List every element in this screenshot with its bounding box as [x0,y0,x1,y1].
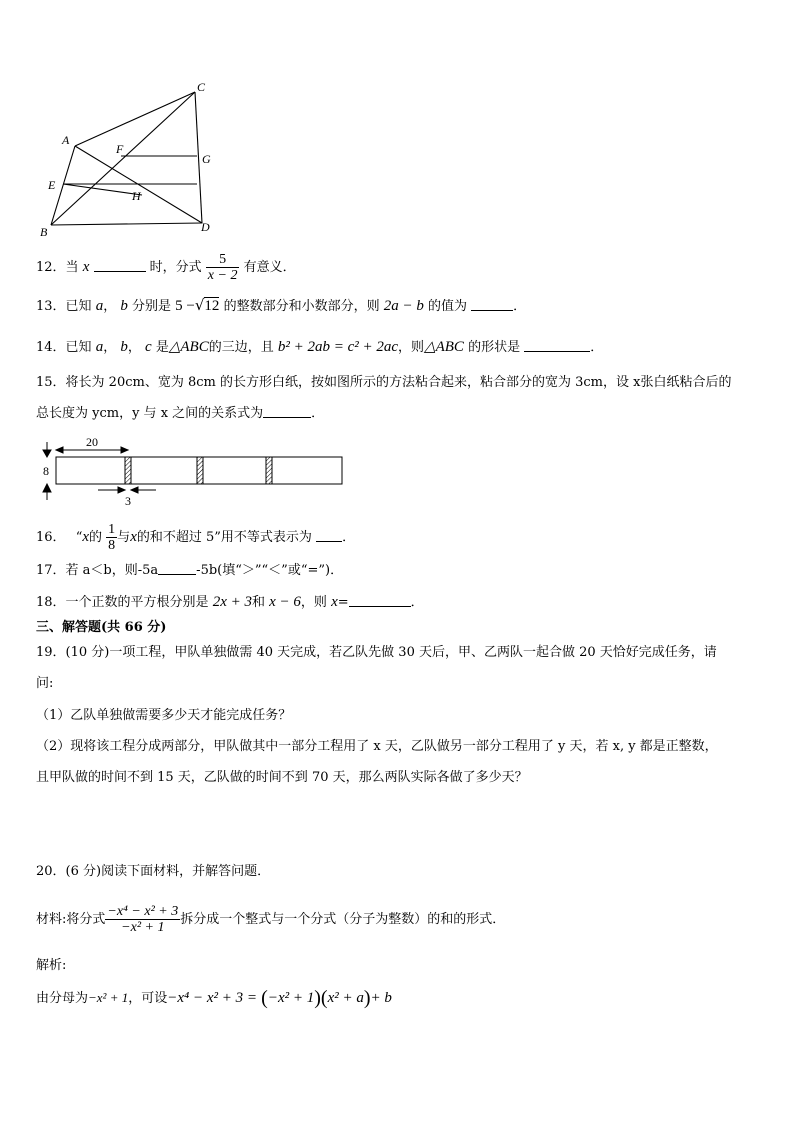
q20-factor-1: −x² + 1 [267,990,315,1006]
q14-prefix: 14．已知 [36,340,92,355]
section-title: 三、解答题(共 66 分) [36,620,167,635]
q13-tail: 的值为 [427,299,467,314]
question-17 [36,561,343,581]
q18-answer-blank[interactable] [349,594,411,607]
q16-fraction [106,522,117,553]
q14-mid2: 的三边，且 [208,340,274,355]
question-15-line-2 [36,404,324,424]
overlap-1 [125,457,131,484]
q17-answer-blank[interactable] [158,562,196,575]
q14-triangle: △ABC [168,339,209,355]
q14-sep1: ， [103,340,117,355]
q18-and: 和 [251,595,265,610]
overlap-2 [197,457,203,484]
q12-frac-den: x − 2 [207,268,238,283]
q16-tail: 的和不超过 5”用不等式表示为 [136,530,312,545]
q18-mid: ，则 [300,595,327,610]
q13-end: ． [513,299,527,314]
label-d: D [201,220,210,234]
q18-prefix: 18．一个正数的平方根分别是 [36,595,209,610]
q16-mid: 与 [117,530,131,545]
fig-length-label: 20 [86,435,98,449]
q20-factor-2: x² + a [327,990,364,1006]
q18-eq: = [337,595,349,610]
q13-sep: ， [103,299,117,314]
question-19-sub-1: （1）乙队单独做需要多少天才能完成任务？ [36,708,292,723]
q14-var-c: c [145,339,152,355]
q14-triangle-2: △ABC [424,339,464,355]
q12-frac-num: 5 [206,252,240,268]
q16-open-quote: “ [75,530,83,545]
q16-frac-den: 8 [108,538,116,553]
sqrt-icon: √ [194,296,205,314]
q13-radicand: 12 [204,298,220,314]
segment-cd [195,92,202,223]
q13-answer-blank[interactable] [471,298,513,311]
question-20-material [36,900,505,940]
q13-prefix: 13．已知 [36,299,92,314]
question-15-line-1: 15．将长为 20cm、宽为 8cm 的长方形白纸，按如图所示的方法粘合起来，粘合部分的宽为 3cm，设 x张白纸粘合后的 [36,375,732,390]
question-19-line-1: 19．(10 分)一项工程，甲队单独做需 40 天完成，若乙队先做 30 天后，甲、乙两队一起合做 20 天恰好完成任务，请 [36,645,717,660]
q20-last-mid: ，可设 [128,991,168,1006]
q15-line2-text: 总长度为 ycm，y 与 x 之间的关系式为 [36,406,264,421]
q12-prefix: 12．当 [36,260,79,275]
q13-five: 5 − [175,298,195,314]
q20-last-pre: 由分母为 [36,991,89,1006]
question-20-analysis: 解析: [36,958,67,973]
q14-answer-blank[interactable] [524,339,590,352]
q13-var-b: b [120,298,128,314]
q20-fraction [105,904,180,935]
question-16 [36,522,355,553]
segment-bd [51,223,202,225]
question-19-sub-2-a: （2）现将该工程分成两部分，甲队做其中一部分工程用了 x 天，乙队做另一部分工程用了 y 天，若 x, y 都是正整数， [36,739,718,754]
fig-overlap-label: 3 [125,494,131,508]
q20-material-pre: 材料:将分式 [36,912,106,927]
q14-equation: b² + 2ab = c² + 2ac [277,339,399,355]
q18-end: ． [410,595,424,610]
q16-end: ． [342,530,356,545]
geometry-figure [30,72,230,242]
q13-var-a: a [95,298,104,314]
q17-prefix: 17．若 a＜b，则-5a [36,563,159,578]
q18-expr-1: 2x + 3 [212,594,252,610]
question-13 [36,295,526,317]
q20-plus-b: + b [370,990,392,1006]
overlap-3 [266,457,272,484]
q12-tail: 有意义． [243,260,296,275]
label-b: B [40,225,48,239]
question-20-last: 由分母为−x² + 1，可设−x⁴ − x² + 3 = (−x² + 1)(x² + a)+ b [36,987,392,1009]
q14-mid: 是 [155,340,169,355]
q14-tail: 的形状是 [468,340,521,355]
question-12 [36,252,296,283]
paper-strip-figure [36,432,356,512]
segment-ac [75,92,195,146]
q13-mid: 分别是 [131,299,171,314]
q14-end: ． [590,340,604,355]
q15-end: ． [311,406,325,421]
q18-expr-2: x − 6 [269,594,301,610]
q15-answer-blank[interactable] [263,405,311,418]
q16-var-x2: x [130,529,137,545]
q20-den: −x² + 1 [88,990,129,1005]
question-19-line-2: 问: [36,676,54,691]
q20-eq-lhs: −x⁴ − x² + 3 = [167,990,258,1006]
q16-prefix: 16． [36,530,66,545]
label-c: C [197,80,206,94]
q14-mid3: ，则 [398,340,425,355]
q16-answer-blank[interactable] [316,529,342,542]
label-g: G [202,152,211,166]
label-a: A [62,133,70,147]
q20-material-post: 拆分成一个整式与一个分式（分子为整数）的和的形式． [180,912,506,927]
q12-mid: 时，分式 [149,260,202,275]
q14-var-a: a [95,339,104,355]
question-19-sub-2-b: 且甲队做的时间不到 15 天，乙队做的时间不到 70 天，那么两队实际各做了多少天？ [36,770,528,785]
q14-sep2: ， [127,340,141,355]
q12-fraction [206,252,240,283]
question-14 [36,337,603,358]
fig-width-label: 8 [43,464,49,478]
label-e: E [48,178,56,192]
q17-tail: -5b(填“＞”“＜”或“=”)． [196,563,344,578]
q16-frac-num: 1 [108,522,116,537]
q18-var-x: x [331,594,338,610]
q20-frac-den: −x² + 1 [121,920,165,935]
question-20-line-1: 20．(6 分)阅读下面材料，并解答问题． [36,864,271,879]
q12-var-x: x [82,259,90,275]
q16-of: 的 [89,530,103,545]
q13-expr: 2a − b [383,298,424,314]
q12-answer-blank[interactable] [94,259,146,272]
segment-eh [63,184,142,195]
q13-mid2: 的整数部分和小数部分，则 [223,299,380,314]
label-h: H [132,189,141,203]
q20-frac-num: −x⁴ − x² + 3 [107,904,179,919]
label-f: F [116,142,124,156]
q16-var-x: x [82,529,90,545]
question-18 [36,592,424,613]
q14-var-b: b [120,339,128,355]
